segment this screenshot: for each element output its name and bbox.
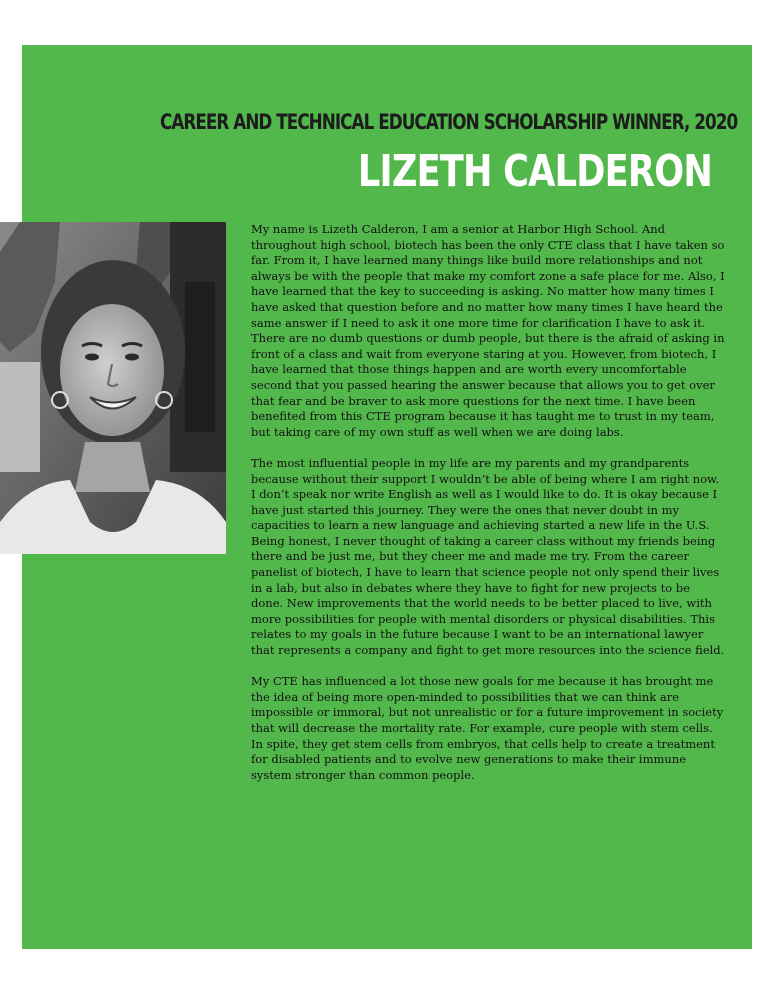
portrait-photo-icon xyxy=(0,222,226,554)
essay-paragraph-1: My name is Lizeth Calderon, I am a senior at Harbor High School. And throughout high school, biotech has been the only CTE class that I have taken so far. From it, I have learned many things like build more relationships and not always be with the people that make my comfort zone a safe place for me. Also, I have learned that the key to succeeding is asking. No matter how many times I have asked that question before and no matter how many times I have heard the same answer if I need to ask it one more time for clarification I have to ask it. There are no dumb questions or dumb people, but there is the afraid of asking in front of a class and wait from everyone staring at you. However, from biotech, I have learned that those things happen and are worth every uncomfortable second that you passed hearing the answer because that allows you to get over that fear and be braver to ask more questions for the next time. I have been benefited from this CTE program because it has taught me to trust in my team, but taking care of my own stuff as well when we are doing labs. xyxy=(251,222,725,439)
portrait-photo xyxy=(0,222,226,554)
essay-text xyxy=(251,222,725,799)
essay-paragraph-3: My CTE has influenced a lot those new goals for me because it has brought me the idea of being more open-minded to possibilities that we can think are impossible or immoral, but not unrealistic or for a future improvement in society that will decrease the mortality rate. For example, cure people with stem cells. In spite, they get stem cells from embryos, that cells help to create a treatment for disabled patients and to evolve new generations to make their immune system stronger than common people. xyxy=(251,674,724,782)
winner-name: LIZETH CALDERON xyxy=(357,146,712,197)
essay-paragraph-2: The most influential people in my life are my parents and my grandparents because without their support I wouldn’t be able of being where I am right now. I don’t speak nor write English as well as I would like to do. It is okay because I have just started this journey. They were the ones that never doubt in my capacities to learn a new language and achieving started a new life in the U.S. Being honest, I never thought of taking a career class without my friends being there and be just me, but they cheer me and made me try. From the career panelist of biotech, I have to learn that science people not only spend their lives in a lab, but also in debates where they have to fight for new projects to be done. New improvements that the world needs to be better placed to live, with more possibilities for people with mental disorders or physical disabilities. This relates to my goals in the future because I want to be an international lawyer that represents a company and fight to get more resources into the science field. xyxy=(251,455,725,658)
award-subtitle: CAREER AND TECHNICAL EDUCATION SCHOLARSHIP WINNER, 2020 xyxy=(160,110,738,134)
